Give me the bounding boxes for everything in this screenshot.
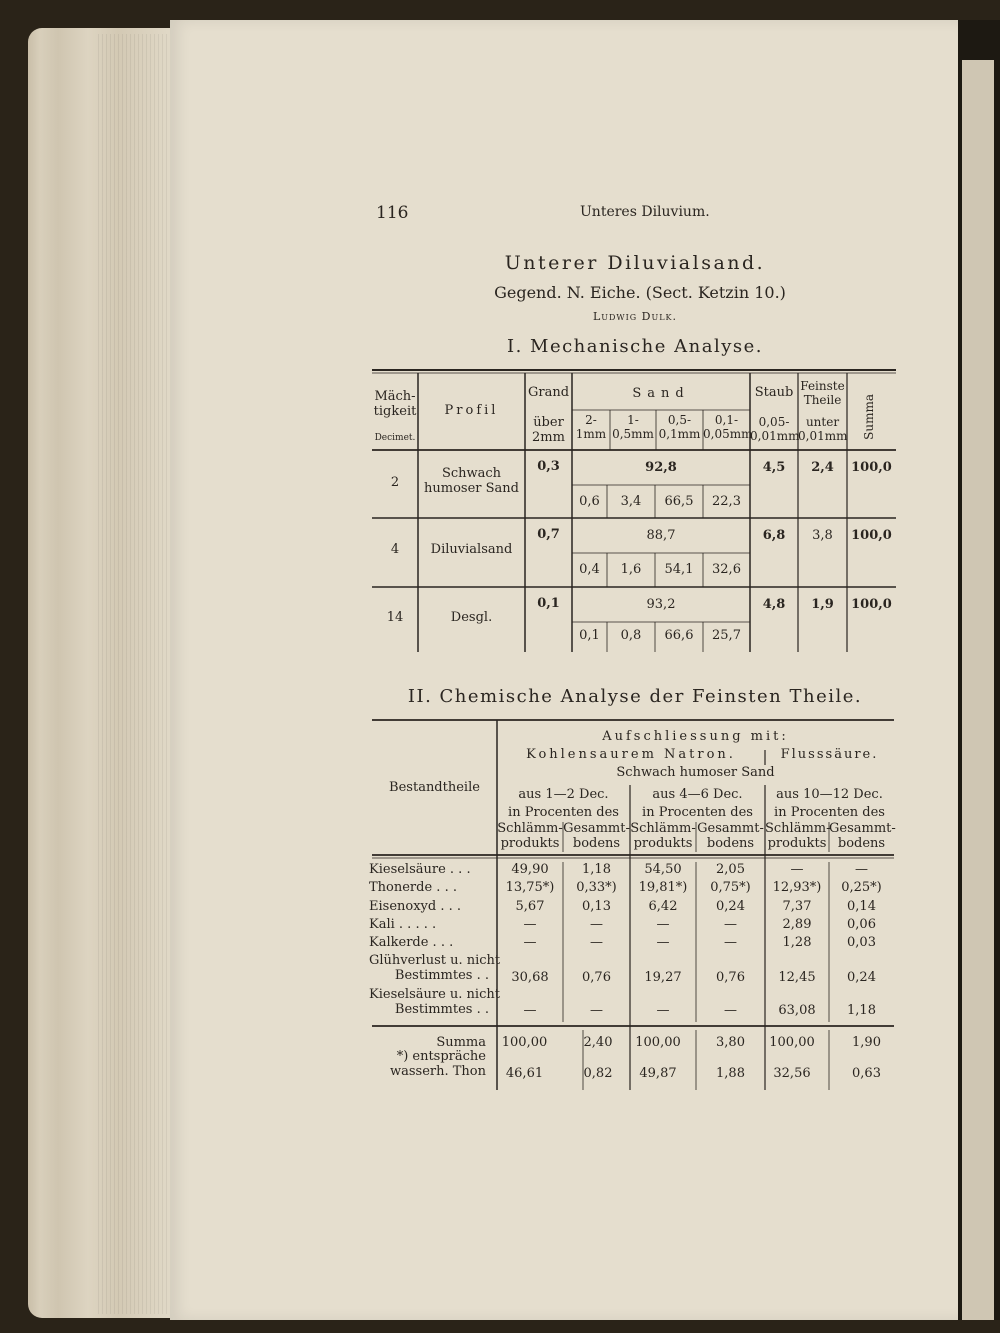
chem-cell: — xyxy=(724,1003,737,1018)
mech-row-1-sand-4: 22,3 xyxy=(712,494,741,509)
mech-row-3-grand: 0,1 xyxy=(537,596,560,611)
chem-cell: 0,24 xyxy=(847,970,876,985)
chem-cell: 1,18 xyxy=(582,862,611,877)
chem-summa-cell: 100,00 xyxy=(635,1035,681,1050)
chem-cell: 0,76 xyxy=(582,970,611,985)
chem-thon-cell: 0,63 xyxy=(852,1066,881,1081)
chem-thon-cell: 0,82 xyxy=(583,1066,613,1081)
chem-row-kalkerde-name: Kalkerde . . . xyxy=(369,935,454,950)
chem-cell: 12,45 xyxy=(778,970,816,985)
header-schlaemm-1: Schlämm- produkts xyxy=(497,821,563,851)
header-decimet: Decimet. xyxy=(374,433,416,443)
chem-cell: 0,33*) xyxy=(576,880,617,895)
header-bestandtheile: Bestandtheile xyxy=(389,780,480,795)
mech-row-1-sand-total: 92,8 xyxy=(645,460,677,475)
mech-row-3-profil: Desgl. xyxy=(450,610,493,625)
mech-row-1-sand-3: 66,5 xyxy=(664,494,694,509)
mech-row-3-staub: 4,8 xyxy=(762,597,786,612)
chem-row-kieselsaeure-rest-name: Kieselsäure u. nicht Bestimmtes . . xyxy=(369,987,500,1017)
header-profil-name: Schwach humoser Sand xyxy=(616,765,775,780)
mech-row-2-staub: 6,8 xyxy=(762,528,786,543)
header-gesammt-1: Gesammt- bodens xyxy=(563,821,630,851)
header-kohlensaurem: Kohlensaurem Natron. xyxy=(526,747,736,762)
header-group-2: aus 4—6 Dec. in Procenten des xyxy=(642,787,753,820)
mech-row-2-sand-2: 1,6 xyxy=(620,562,642,577)
mech-row-3-sand-1: 0,1 xyxy=(579,628,600,643)
header-schlaemm-3: Schlämm- produkts xyxy=(765,821,831,851)
chem-row-eisenoxyd-name: Eisenoxyd . . . xyxy=(369,899,462,914)
header-group-3: aus 10—12 Dec. in Procenten des xyxy=(774,787,885,820)
header-feinste: Feinste Theile xyxy=(800,379,845,407)
chem-thon-cell: 46,61 xyxy=(505,1066,544,1081)
chem-cell: 12,93*) xyxy=(772,880,822,895)
chem-cell: — xyxy=(590,917,603,932)
chem-cell: 0,75*) xyxy=(710,880,751,895)
chem-thon-cell: 49,87 xyxy=(639,1066,677,1081)
chem-cell: 13,75*) xyxy=(505,880,555,895)
mech-row-1-profil: Schwach humoser Sand xyxy=(424,466,519,496)
header-maechtigkeit: Mäch- tigkeit xyxy=(373,389,417,419)
chem-cell: 0,13 xyxy=(582,899,611,914)
mech-row-2-summa: 100,0 xyxy=(851,528,892,543)
chem-cell: — xyxy=(656,917,670,932)
chem-cell: 0,03 xyxy=(847,935,876,950)
chem-cell: — xyxy=(523,1003,537,1018)
chem-cell: 0,24 xyxy=(716,899,745,914)
chem-row-gluehverlust-name: Glühverlust u. nicht Bestimmtes . . xyxy=(369,953,501,983)
page-number: 116 xyxy=(376,203,409,223)
chem-cell: — xyxy=(724,917,737,932)
chem-cell: 1,18 xyxy=(847,1003,876,1018)
mech-row-2-grand: 0,7 xyxy=(537,527,560,542)
header-sand-05-01: 0,5- 0,1mm xyxy=(658,413,701,441)
chem-cell: — xyxy=(790,862,804,877)
mech-row-2-sand-4: 32,6 xyxy=(712,562,741,577)
mech-row-1-feinste: 2,4 xyxy=(811,460,834,475)
location-subtitle: Gegend. N. Eiche. (Sect. Ketzin 10.) xyxy=(494,283,786,302)
header-sand: Sand xyxy=(632,386,690,401)
chem-cell: 0,76 xyxy=(716,970,745,985)
chem-cell: 5,67 xyxy=(515,899,545,914)
chem-thon-cell: 1,88 xyxy=(716,1066,745,1081)
mech-row-3-depth: 14 xyxy=(386,610,404,625)
mech-row-2-feinste: 3,8 xyxy=(812,528,833,543)
mech-row-2-sand-3: 54,1 xyxy=(664,562,694,577)
chem-cell: 2,89 xyxy=(782,917,812,932)
mech-row-1-summa: 100,0 xyxy=(851,460,892,475)
mech-row-2-sand-total: 88,7 xyxy=(646,528,676,543)
header-sand-2-1: 2- 1mm xyxy=(575,413,607,441)
chem-cell: 0,14 xyxy=(847,899,876,914)
mech-row-1-depth: 2 xyxy=(390,475,400,490)
header-staub: Staub xyxy=(754,385,794,400)
chem-cell: 2,05 xyxy=(716,862,745,877)
mech-row-3-sand-total: 93,2 xyxy=(646,597,676,612)
chem-cell: 19,27 xyxy=(644,970,682,985)
header-flusssaeure: Flusssäure. xyxy=(780,747,879,762)
chem-row-kieselsaeure-name: Kieselsäure . . . xyxy=(369,862,471,877)
mech-row-2-depth: 4 xyxy=(390,542,400,557)
chem-summa-cell: 2,40 xyxy=(583,1035,613,1050)
header-schlaemm-2: Schlämm- produkts xyxy=(630,821,696,851)
mech-row-2-sand-1: 0,4 xyxy=(579,562,600,577)
header-profil: Profil xyxy=(444,403,499,418)
chem-summa-cell: 100,00 xyxy=(769,1035,815,1050)
header-summa: Summa xyxy=(862,393,877,440)
chem-cell: 0,06 xyxy=(847,917,876,932)
main-title: Unterer Diluvialsand. xyxy=(504,252,766,274)
chem-cell: 6,42 xyxy=(648,899,678,914)
chem-cell: — xyxy=(855,862,868,877)
chem-thon-label: *) entspräche wasserh. Thon xyxy=(389,1049,486,1079)
chem-cell: 54,50 xyxy=(644,862,682,877)
chem-cell: 19,81*) xyxy=(638,880,688,895)
chem-cell: — xyxy=(656,1003,670,1018)
mech-row-3-feinste: 1,9 xyxy=(811,597,834,612)
chem-cell: 1,28 xyxy=(782,935,812,950)
running-title: Unteres Diluvium. xyxy=(580,204,710,220)
header-sand-1-05: 1- 0,5mm xyxy=(612,413,654,441)
chem-summa-cell: 1,90 xyxy=(852,1035,881,1050)
header-ueber: über 2mm xyxy=(532,415,565,445)
header-staub-sub: 0,05- 0,01mm xyxy=(750,415,800,443)
chem-row-thonerde-name: Thonerde . . . xyxy=(369,880,457,895)
mech-row-3-sand-2: 0,8 xyxy=(620,628,642,643)
mech-row-3-summa: 100,0 xyxy=(851,597,892,612)
chem-cell: — xyxy=(523,917,537,932)
chem-thon-cell: 32,56 xyxy=(773,1066,811,1081)
author-line: Ludwig Dulk. xyxy=(592,310,678,323)
header-group-1: aus 1—2 Dec. in Procenten des xyxy=(508,787,619,820)
chem-summa-label: Summa xyxy=(436,1035,486,1050)
mech-row-1-sand-1: 0,6 xyxy=(579,494,600,509)
chem-cell: — xyxy=(523,935,537,950)
mech-row-3-sand-4: 25,7 xyxy=(712,628,741,643)
chem-cell: 49,90 xyxy=(511,862,549,877)
mech-row-2-profil: Diluvialsand xyxy=(430,542,513,557)
chem-cell: — xyxy=(656,935,670,950)
mech-row-3-sand-3: 66,6 xyxy=(664,628,694,643)
chem-cell: 63,08 xyxy=(778,1003,816,1018)
chem-cell: 30,68 xyxy=(511,970,549,985)
chem-summa-cell: 3,80 xyxy=(716,1035,745,1050)
header-gesammt-3: Gesammt- bodens xyxy=(829,821,896,851)
header-aufschliessung: Aufschliessung mit: xyxy=(602,729,789,744)
chem-cell: — xyxy=(590,935,603,950)
mech-row-1-sand-2: 3,4 xyxy=(620,494,642,509)
header-grand: Grand xyxy=(527,385,570,400)
header-sand-01-005: 0,1- 0,05mm xyxy=(703,413,753,441)
chem-cell: — xyxy=(724,935,737,950)
mech-row-1-grand: 0,3 xyxy=(537,459,560,474)
header-feinste-sub: unter 0,01mm xyxy=(798,415,848,443)
chem-cell: — xyxy=(590,1003,603,1018)
header-gesammt-2: Gesammt- bodens xyxy=(697,821,764,851)
chem-cell: 7,37 xyxy=(782,899,812,914)
chem-row-kali-name: Kali . . . . . xyxy=(369,917,437,932)
section-mechanical-title: I. Mechanische Analyse. xyxy=(506,336,764,357)
section-chemical-title: II. Chemische Analyse der Feinsten Theile. xyxy=(407,686,863,707)
mech-row-1-staub: 4,5 xyxy=(762,460,786,475)
chem-cell: 0,25*) xyxy=(841,880,882,895)
chem-summa-cell: 100,00 xyxy=(501,1035,548,1050)
